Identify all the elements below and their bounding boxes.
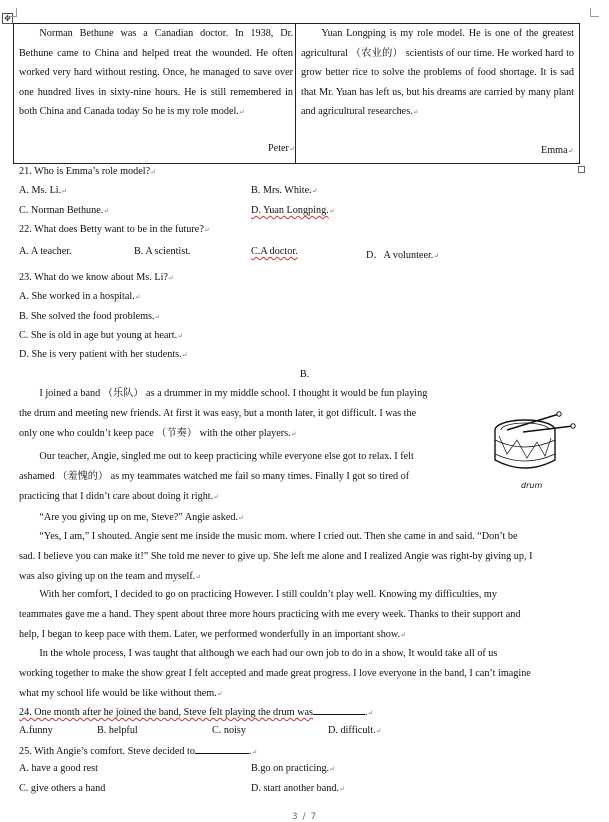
paragraph-4: “Yes, I am,” I shouted. Angie sent me inside the music mom. where I cried out. Then she came in and said. “Don’t be sad. I believe you can make it!” She told me never to give up. She left me alone and I realized Angie was right-by giving up, I was also giving up on the team and myself.↵ — [19, 531, 533, 582]
margin-corner-top-right — [590, 8, 599, 17]
q22-option-b: B. A scientist. — [134, 246, 191, 257]
question-23: 23. What do we know about Ms. Li?↵ — [19, 272, 174, 283]
table-cell-left: Norman Bethune was a Canadian doctor. In 1938, Dr. Bethune came to China and helped treat the wounded. He often worked very hard without resting. Once, he managed to save over one hundred lives in sixty-nine hours. He is still remembered in both China and Canada today So he is my role model.↵ — [19, 28, 293, 118]
margin-corner-top-left — [8, 8, 17, 17]
q22-option-d: D．A volunteer.↵ — [366, 250, 440, 261]
paragraph-5: With her comfort, I decided to go on practicing However. I still couldn’t play well. Knowing my difficulties, my teammates gave me a hand. They spent about three more hours practicing with me every week. Thanks to their support and help, I began to keep pace with them. Later, we performed wonderfully in an important show.↵ — [19, 589, 521, 640]
q25-option-c: C. give others a hand — [19, 783, 106, 794]
drum-illustration — [487, 402, 583, 494]
question-21: 21. Who is Emma’s role model?↵ — [19, 166, 156, 177]
paragraph-3: “Are you giving up on me, Steve?” Angie asked.↵ — [39, 512, 244, 523]
signature-emma: Emma↵ — [541, 145, 574, 156]
paragraph-2: Our teacher, Angie, singled me out to keep practicing while everyone else got to relax. I felt ashamed （羞愧的） as my teammates watched me fail so many times. Finally I got so tired of practicing that I didn’t care about doing it right.↵ — [19, 451, 414, 502]
paragraph-6: In the whole process, I was taught that although we each had our own job to do in a show, It would take all of us working together to make the show great I felt accepted and made great progress. I love everyone in the band, I can’t imagine what my school life would be like without them.↵ — [19, 648, 531, 699]
q21-option-d: D. Yuan Longping.↵ — [251, 205, 335, 216]
q25-option-b: B.go on practicing.↵ — [251, 763, 335, 774]
answer-blank-25[interactable] — [195, 744, 249, 754]
page-number: 3 / 7 — [291, 812, 318, 822]
answer-blank-24[interactable] — [313, 705, 365, 715]
q22-option-c: C.A doctor. — [251, 246, 298, 257]
question-22: 22. What does Betty want to be in the future?↵ — [19, 224, 210, 235]
q23-option-c: C. She is old in age but young at heart.↵ — [19, 330, 184, 341]
q24-option-b: B. helpful — [97, 725, 138, 736]
q22-option-a: A. A teacher. — [19, 246, 72, 257]
section-b-heading: B. — [299, 369, 310, 380]
q24-option-d: D. difficult.↵ — [328, 725, 382, 736]
table-move-handle-icon[interactable]: ✥ — [2, 13, 13, 24]
paragraph-1: I joined a band （乐队） as a drummer in my middle school. I thought it would be fun playing the drum and meeting new friends. At first it was easy, but a month later, it got difficult. I was the only one who couldn’t keep pace （节奏） with the other players.↵ — [19, 388, 428, 439]
question-24: 24. One month after he joined the band, Steve felt playing the drum was .↵ — [19, 707, 374, 718]
q24-option-c: C. noisy — [212, 725, 246, 736]
q25-option-d: D. start another band.↵ — [251, 783, 345, 794]
q24-option-a: A.funny — [19, 725, 53, 736]
q21-option-a: A. Ms. Li.↵ — [19, 185, 68, 196]
question-25: 25. With Angie’s comfort. Steve decided to .↵ — [19, 746, 258, 757]
table-resize-handle[interactable] — [578, 166, 585, 173]
q21-option-b: B. Mrs. White.↵ — [251, 185, 318, 196]
right-passage: Yuan Longping is my role model. He is one of the greatest agricultural （农业的） scientists of our time. He worked hard to grow better rice to solve the problems of food shortage. It is sad that Mr. Yuan has left us, but his dreams are carried by many plant and agricultural researches. — [301, 28, 574, 118]
table-cell-right: Yuan Longping is my role model. He is one of the greatest agricultural （农业的） scientists of our time. He worked hard to grow better rice to solve the problems of food shortage. It is sad that Mr. Yuan has left us, but his dreams are carried by many plant and agricultural researches.↵ — [301, 28, 574, 118]
q25-option-a: A. have a good rest — [19, 763, 98, 774]
q21-option-c: C. Norman Bethune.↵ — [19, 205, 110, 216]
left-passage: Norman Bethune was a Canadian doctor. In 1938, Dr. Bethune came to China and helped treat the wounded. He often worked very hard without resting. Once, he managed to save over one hundred lives in sixty-nine hours. He is still remembered in both China and Canada today So he is my role model. — [19, 28, 293, 118]
q23-option-a: A. She worked in a hospital.↵ — [19, 291, 141, 302]
signature-peter: Peter↵ — [268, 143, 295, 154]
q23-option-d: D. She is very patient with her students.↵ — [19, 349, 188, 360]
q23-option-b: B. She solved the food problems.↵ — [19, 311, 161, 322]
drum-label: drum — [521, 481, 543, 490]
table-divider — [295, 23, 296, 164]
